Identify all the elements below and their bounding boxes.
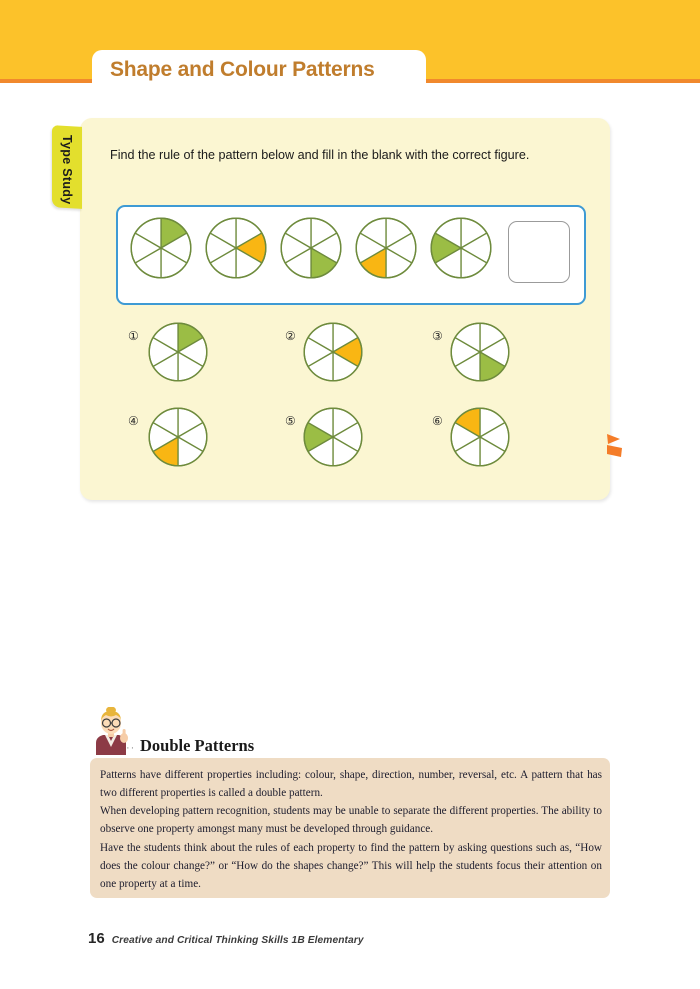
footer <box>88 930 364 947</box>
option-figure-2[interactable] <box>303 322 363 387</box>
pattern-figure-5 <box>430 217 492 284</box>
option-number-3: ③ <box>432 329 443 343</box>
orange-arrow-marker-icon <box>605 430 627 462</box>
footer-book-title: Creative and Critical Thinking Skills 1B Elementary <box>111 935 364 946</box>
tip-body <box>100 766 602 893</box>
page-title: Shape and Colour Patterns <box>110 58 375 81</box>
pattern-figure-1 <box>130 217 192 284</box>
type-study-tab-text: Type Study <box>60 135 74 205</box>
tip-paragraph: Patterns have different properties including: colour, shape, direction, number, reversal, etc. A pattern that has two different properties is called a double pattern. <box>100 769 602 800</box>
option-figure-5[interactable] <box>303 407 363 472</box>
tip-paragraph: Have the students think about the rules of each property to find the pattern by asking questions such as, “How does the colour change?” or “How do the shapes change?” This will help the students focus their attention on one property at a time. <box>100 841 602 890</box>
pattern-figure-2 <box>205 217 267 284</box>
tip-heading: Double Patterns <box>140 736 255 755</box>
option-figure-1[interactable] <box>148 322 208 387</box>
answer-slot[interactable] <box>508 221 570 283</box>
option-number-4: ④ <box>128 414 139 428</box>
pattern-figure-4 <box>355 217 417 284</box>
option-number-2: ② <box>285 329 296 343</box>
footer-page-number: 16 <box>88 930 105 947</box>
option-figure-4[interactable] <box>148 407 208 472</box>
option-figure-6[interactable] <box>450 407 510 472</box>
type-study-tab <box>52 125 82 209</box>
tip-paragraph: When developing pattern recognition, students may be unable to separate the different properties. The ability to observe one property amongst many must be developed through guidance. <box>100 805 602 836</box>
instruction-text: Find the rule of the pattern below and fill in the blank with the correct figure. <box>110 148 530 162</box>
pattern-figure-3 <box>280 217 342 284</box>
header-underline-right <box>426 79 700 83</box>
option-figure-3[interactable] <box>450 322 510 387</box>
option-number-5: ⑤ <box>285 414 296 428</box>
tip-dots: ·· <box>126 742 136 754</box>
option-number-6: ⑥ <box>432 414 443 428</box>
option-number-1: ① <box>128 329 139 343</box>
